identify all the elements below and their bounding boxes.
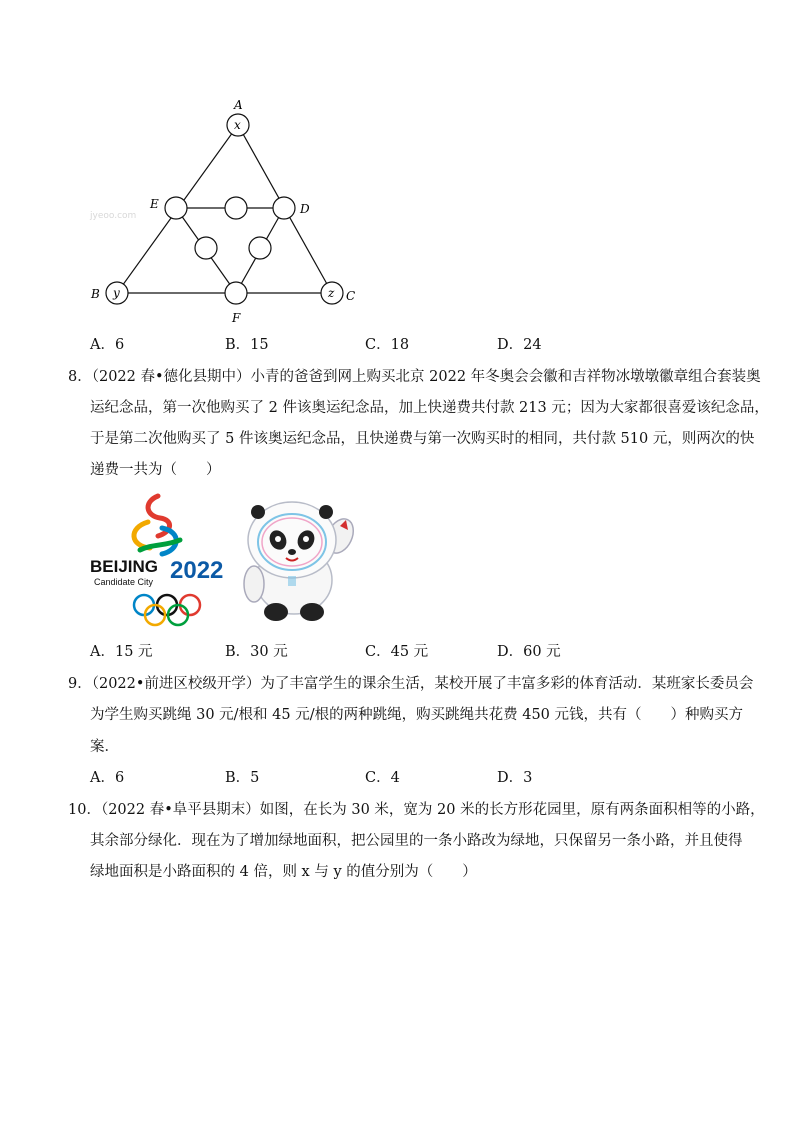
q9-option-b[interactable]: B．5 (225, 770, 260, 786)
q9-option-c[interactable]: C．4 (365, 770, 400, 786)
q7-option-d[interactable]: D．24 (497, 337, 542, 353)
node-ef-mid-circle (195, 237, 217, 259)
var-y: y (113, 286, 120, 300)
emblem-beijing-text: BEIJING (90, 557, 159, 576)
watermark-text: jyeoo.com (90, 211, 137, 221)
node-ed-mid-circle (225, 197, 247, 219)
q10-line-3: 绿地面积是小路面积的 4 倍，则 x 与 y 的值分别为（ ） (90, 864, 477, 880)
emblem-candidate-text: Candidate City (94, 577, 154, 587)
label-c: C (346, 289, 356, 303)
q10-line-2: 其余部分绿化．现在为了增加绿地面积，把公园里的一条小路改为绿地，只保留另一条小路，并且使得 (90, 833, 743, 849)
q7-option-a[interactable]: A．6 (90, 337, 125, 353)
node-e-circle (165, 197, 187, 219)
q7-option-b[interactable]: B．15 (225, 337, 269, 353)
q9-option-d[interactable]: D．3 (497, 770, 533, 786)
node-d-circle (273, 197, 295, 219)
var-x: x (234, 118, 241, 132)
q10-line-1: 10．（2022 春•阜平县期末）如图，在长为 30 米，宽为 20 米的长方形花园里，原有两条面积相等的小路， (68, 802, 765, 818)
label-e: E (150, 197, 159, 211)
label-b: B (91, 287, 100, 301)
q8-option-b[interactable]: B．30 元 (225, 644, 288, 660)
q9-line-3: 案． (90, 739, 119, 755)
q9-line-1: 9．（2022•前进区校级开学）为了丰富学生的课余生活，某校开展了丰富多彩的体育活动．某班家长委员会 (68, 676, 754, 692)
label-d: D (300, 202, 310, 216)
q8-option-d[interactable]: D．60 元 (497, 644, 561, 660)
label-f: F (232, 311, 241, 325)
q8-line-1: 8．（2022 春•德化县期中）小青的爸爸到网上购买北京 2022 年冬奥会会徽和吉祥物冰墩墩徽章组合套装奥 (68, 369, 761, 385)
q8-line-4: 递费一共为（ ） (90, 462, 221, 478)
var-z: z (328, 286, 335, 300)
q9-line-2: 为学生购买跳绳 30 元/根和 45 元/根的两种跳绳，购买跳绳共花费 450 元钱，共有（ ）种购买方 (90, 707, 743, 723)
node-df-mid-circle (249, 237, 271, 259)
q8-option-c[interactable]: C．45 元 (365, 644, 429, 660)
mascot-image (236, 498, 360, 623)
label-a: A (234, 98, 243, 112)
q9-option-a[interactable]: A．6 (90, 770, 125, 786)
q7-option-c[interactable]: C．18 (365, 337, 410, 353)
triangle-figure (80, 95, 370, 330)
q8-option-a[interactable]: A．15 元 (90, 644, 153, 660)
node-f-circle (225, 282, 247, 304)
q8-line-3: 于是第二次他购买了 5 件该奥运纪念品，且快递费与第一次购买时的相同，共付款 510 元，则两次的快 (90, 431, 755, 447)
beijing-2022-emblem (88, 488, 236, 633)
q8-line-2: 运纪念品，第一次他购买了 2 件该奥运纪念品，加上快递费共付款 213 元；因为大家都很喜爱该纪念品， (90, 400, 769, 416)
emblem-year-text: 2022 (170, 557, 224, 584)
